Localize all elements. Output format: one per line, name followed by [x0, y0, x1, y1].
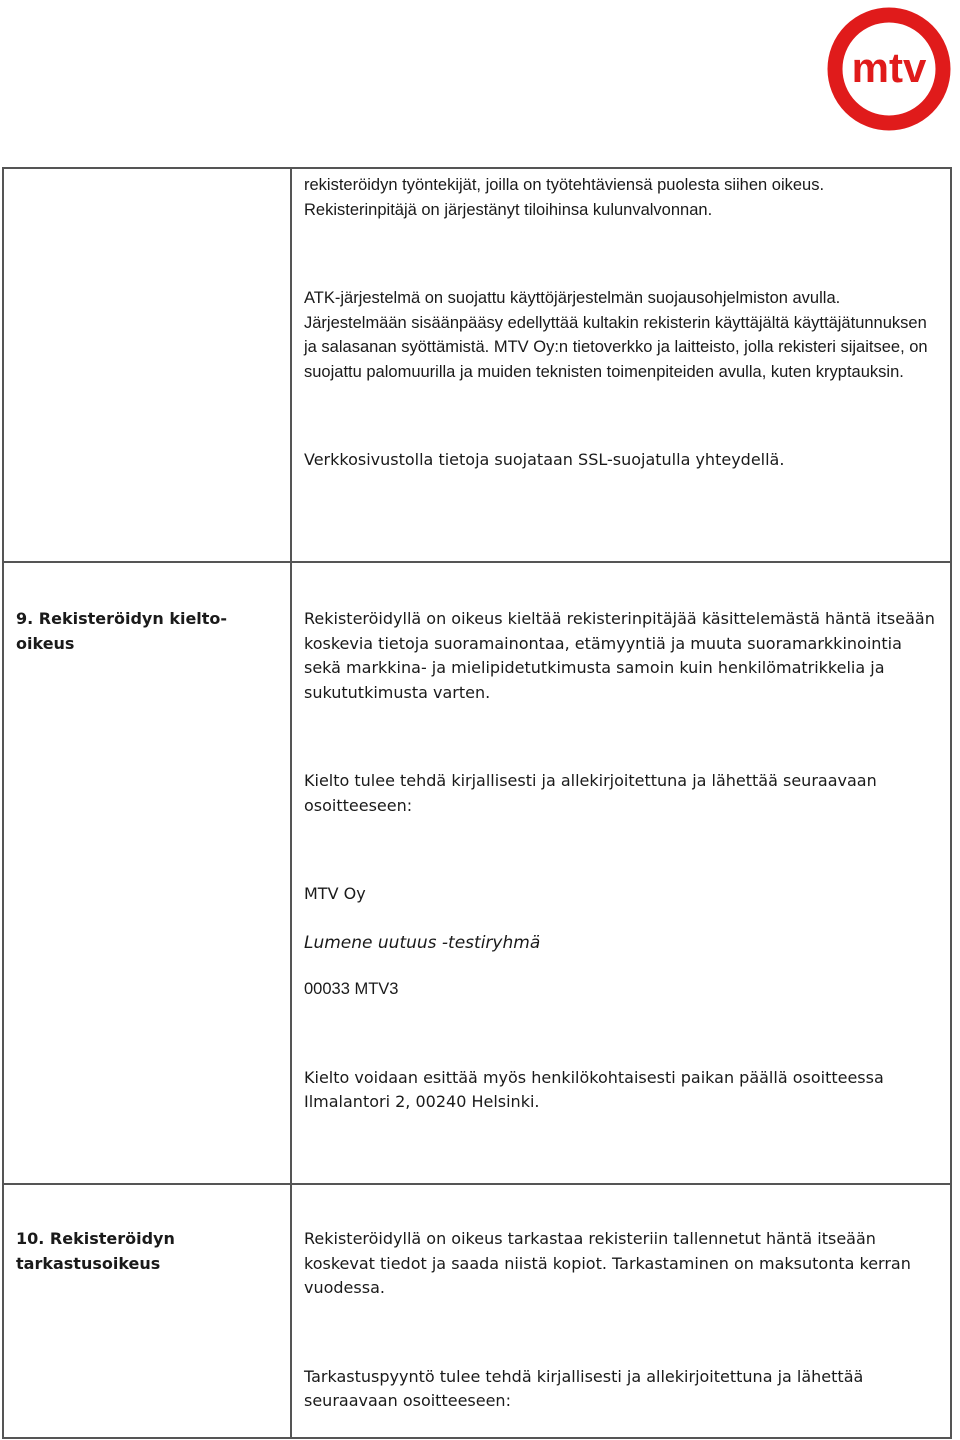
paragraph: Kielto tulee tehdä kirjallisesti ja allekirjoitettuna ja lähettää seuraavaan osoitteeseen: [304, 771, 877, 815]
table-row-security [3, 168, 951, 562]
row-label-cell [3, 1184, 291, 1438]
paragraph: Rekisteröidyllä on oikeus tarkastaa rekisteriin tallennetut häntä itseään koskevat tiedot ja saada niistä kopiot. Tarkastaminen on maksutonta kerran vuodessa. [304, 1229, 911, 1297]
row-content-cell [291, 1184, 951, 1438]
row-content-cell [291, 562, 951, 1184]
logo-text: mtv [851, 44, 927, 91]
row-label-cell [3, 562, 291, 1184]
paragraph: ATK-järjestelmä on suojattu käyttöjärjestelmän suojausohjelmiston avulla. Järjestelmään sisäänpääsy edellyttää kultakin rekisterin käyttäjältä käyttäjätunnuksen ja salasanan syöttämistä. MTV Oy:n tietoverkko ja laitteisto, jolla rekisteri sijaitsee, on suojattu palomuurilla ja muiden teknisten toimenpiteiden avulla, kuten kryptauksin. [304, 289, 928, 381]
paragraph: Kielto voidaan esittää myös henkilökohtaisesti paikan päällä osoitteessa Ilmalantori 2, 00240 Helsinki. [304, 1067, 884, 1111]
paragraph: Verkkosivustolla tietoja suojataan SSL-suojatulla yhteydellä. [304, 450, 785, 469]
paragraph: Rekisteröidyllä on oikeus kieltää rekisterinpitäjää käsittelemästä häntä itseään koskevia tietoja suoramainontaa, etämyyntiä ja muuta suoramarkkinointia sekä markkina- ja mielipidetutkimusta samoin kuin henkilömatrikkelia ja sukututkimusta varten. [304, 609, 935, 702]
table-row-objection-right [3, 562, 951, 1184]
table-row-inspection-right [3, 1184, 951, 1438]
row-label-cell [3, 168, 291, 562]
paragraph: Tarkastuspyyntö tulee tehdä kirjallisesti ja allekirjoitettuna ja lähettää seuraavaan osoitteeseen: [304, 1366, 864, 1410]
row-content-cell [291, 168, 951, 562]
row-label: 10. Rekisteröidyn tarkastusoikeus [16, 1229, 175, 1273]
row-label: 9. Rekisteröidyn kielto-oikeus [16, 609, 228, 653]
address-group: Lumene uutuus -testiryhmä [304, 932, 541, 953]
address-postal: 00033 MTV3 [304, 980, 399, 998]
register-table [2, 167, 952, 1439]
address-company: MTV Oy [304, 884, 366, 903]
mtv-logo [826, 6, 952, 132]
paragraph: rekisteröidyn työntekijät, joilla on työtehtäviensä puolesta siihen oikeus. Rekisterinpitäjä on järjestänyt tiloihinsa kulunvalvonnan. [304, 176, 825, 219]
